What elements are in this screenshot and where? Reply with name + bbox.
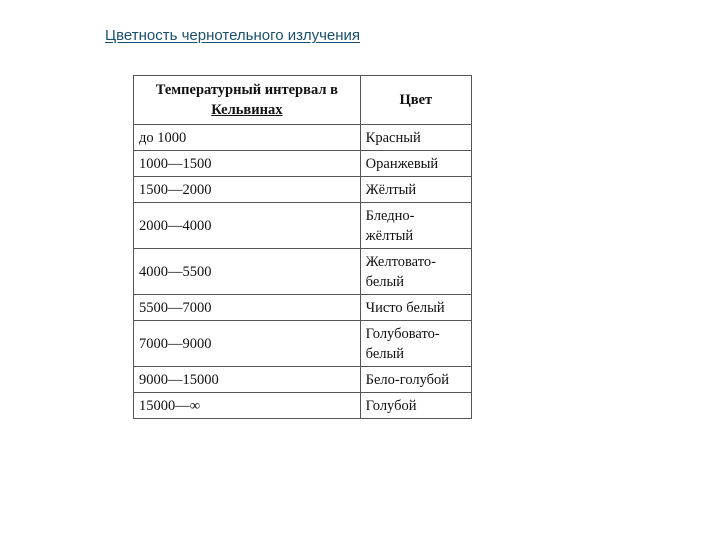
range-cell: 5500—7000	[134, 295, 361, 321]
table-row	[134, 125, 472, 151]
table-row	[134, 249, 472, 295]
color-cell: Голубовато- белый	[360, 321, 471, 367]
color-cell: Чисто белый	[360, 295, 471, 321]
range-cell: 9000—15000	[134, 367, 361, 393]
table-row	[134, 393, 472, 419]
header-color: Цвет	[360, 76, 471, 125]
color-cell: Красный	[360, 125, 471, 151]
range-cell: 4000—5500	[134, 249, 361, 295]
color-temperature-table	[133, 75, 472, 419]
color-cell: Голубой	[360, 393, 471, 419]
color-cell: Жёлтый	[360, 177, 471, 203]
page-title[interactable]: Цветность чернотельного излучения	[105, 27, 361, 44]
header-range-text: Температурный интервал в	[155, 82, 338, 98]
color-cell: Оранжевый	[360, 151, 471, 177]
table-row	[134, 177, 472, 203]
table-row	[134, 367, 472, 393]
range-cell: 15000—∞	[134, 393, 361, 419]
color-cell: Желтовато- белый	[360, 249, 471, 295]
header-temperature-range	[134, 76, 361, 125]
table-row	[134, 321, 472, 367]
range-cell: до 1000	[134, 125, 361, 151]
table-row	[134, 295, 472, 321]
table-row	[134, 151, 472, 177]
color-cell: Бело-голубой	[360, 367, 471, 393]
table-row	[134, 203, 472, 249]
range-cell: 1000—1500	[134, 151, 361, 177]
range-cell: 7000—9000	[134, 321, 361, 367]
kelvin-link[interactable]: Кельвинах	[211, 102, 283, 118]
range-cell: 1500—2000	[134, 177, 361, 203]
color-cell: Бледно- жёлтый	[360, 203, 471, 249]
table-header-row	[134, 76, 472, 125]
range-cell: 2000—4000	[134, 203, 361, 249]
